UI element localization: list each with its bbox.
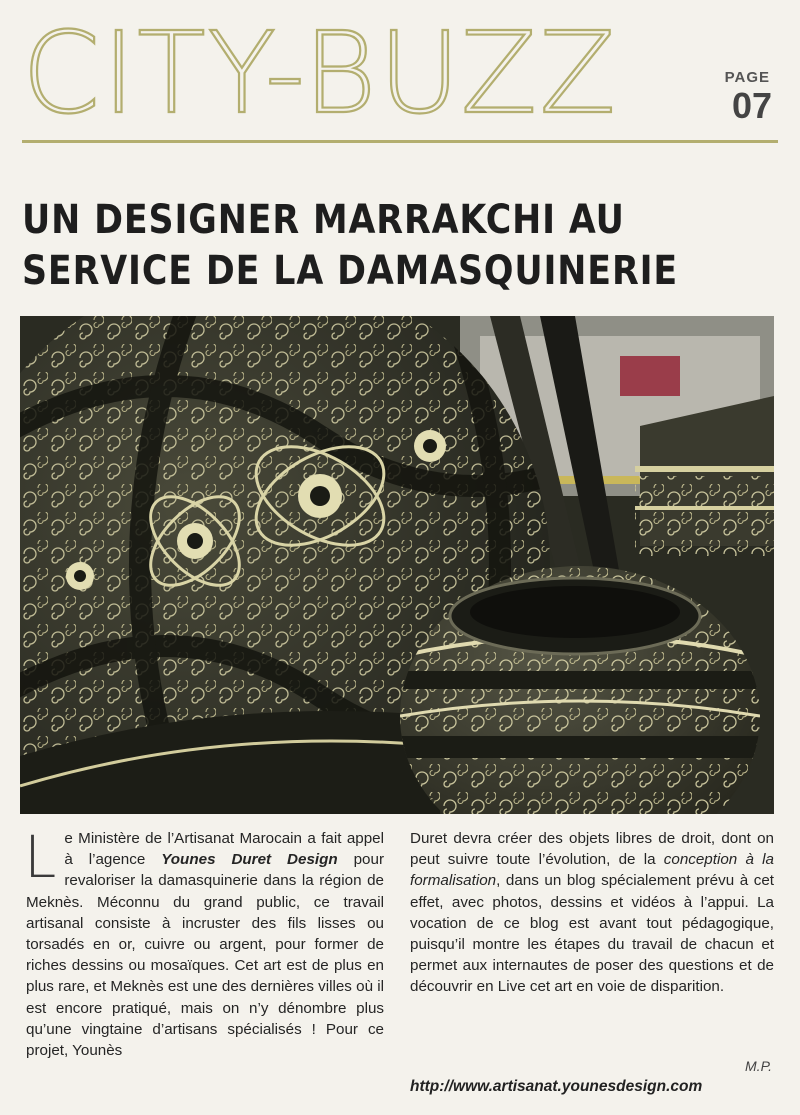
- article-column-right: [410, 828, 774, 998]
- article-headline: [22, 195, 683, 297]
- damascene-vases-photo: [20, 316, 774, 814]
- page-label: PAGE: [724, 69, 770, 86]
- right-text-part1: Duret devra créer des objets libres de droit, dont on peut suivre toute l’évolution, de la: [410, 830, 774, 869]
- right-text-emphasis: conception à la formalisation: [410, 851, 774, 890]
- drop-cap: L: [24, 823, 57, 891]
- left-text-part2: pour revaloriser la damasquinerie dans la région de Meknès. Méconnu du grand public, ce travail artisanal consiste à incruster des fils lisses ou torsadés en or, cuivre ou argent, pour former de riches dessins ou mosaïques. Cet art est de plus en plus rare, et Meknès est une des dernières villes où il est encore pratiqué, mais on n’y dénombre plus qu’une vingtaine d’artisans spécialisés ! Pour ce projet, Younès: [26, 851, 384, 1060]
- agency-name: Younes Duret Design: [161, 851, 338, 869]
- article-url[interactable]: http://www.artisanat.younesdesign.com: [410, 1078, 703, 1095]
- author-signature: M.P.: [745, 1058, 772, 1074]
- article-column-left: [24, 823, 384, 1061]
- left-text-part1: e Ministère de l’Artisanat Marocain a fait appel à l’agence: [64, 830, 384, 869]
- masthead-rule: [22, 140, 778, 143]
- headline-line-1: UN DESIGNER MARRAKCHI AU: [22, 197, 625, 243]
- headline-line-2: SERVICE DE LA DAMASQUINERIE: [22, 248, 679, 294]
- right-text-part2: , dans un blog spécialement prévu à cet effet, avec photos, dessins et vidéos à l’appui. La vocation de ce blog est avant tout pédagogique, puisqu’il montre les étapes du travail de chacun et permet aux internautes de poser des questions et de découvrir en Live cet art en voie de disparition.: [410, 872, 774, 996]
- masthead-title: CITY-BUZZ: [22, 9, 618, 139]
- page-number: 07: [731, 85, 772, 126]
